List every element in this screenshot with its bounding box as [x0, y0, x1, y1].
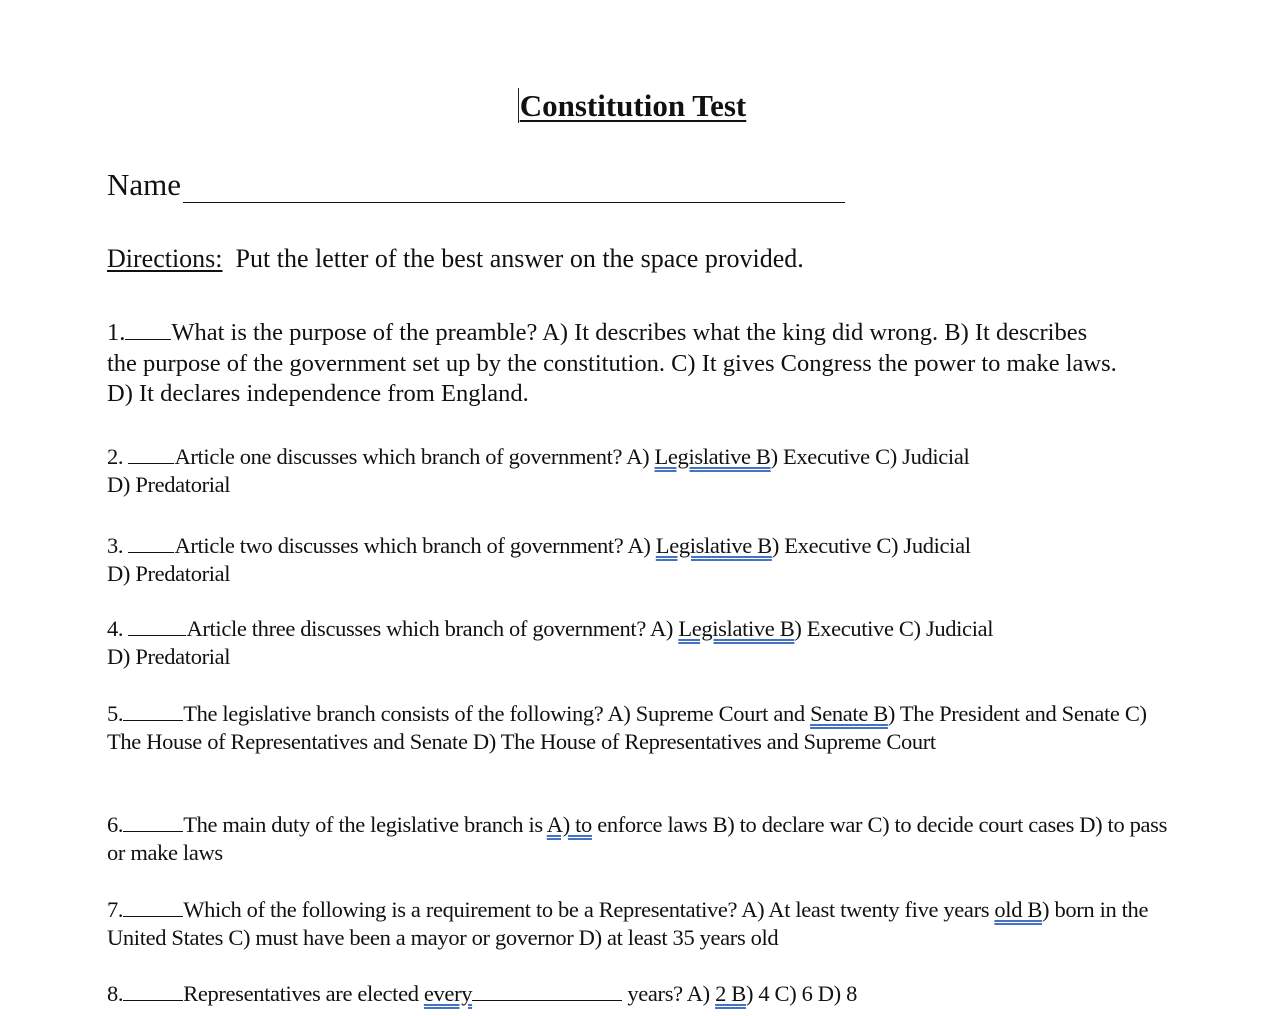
question-text: ) Executive C) Judicial: [770, 444, 970, 469]
title-text: Constitution Test: [519, 88, 747, 123]
name-label: Name: [107, 167, 182, 202]
answer-blank[interactable]: [128, 534, 174, 553]
question-6: [107, 811, 1167, 867]
question-2: [107, 443, 1167, 499]
name-blank-line[interactable]: [183, 166, 845, 203]
question-text: Article three discusses which branch of government? A): [186, 616, 679, 641]
page-title: [0, 88, 1264, 124]
answer-blank[interactable]: [123, 982, 183, 1001]
grammar-underline: Legislative B: [654, 444, 771, 469]
question-4: [107, 615, 1167, 671]
question-1: [107, 318, 1117, 410]
question-text: The legislative branch consists of the following? A) Supreme Court and: [183, 701, 811, 726]
question-8: [107, 980, 1167, 1008]
answer-blank-inline[interactable]: [472, 982, 622, 1001]
question-number: 3.: [107, 533, 124, 558]
directions-text: Put the letter of the best answer on the space provided.: [235, 244, 804, 273]
question-text: ) Executive C) Judicial: [794, 616, 994, 641]
question-number: 1.: [107, 319, 126, 346]
question-5: [107, 700, 1167, 756]
question-text: Representatives are elected: [183, 981, 424, 1006]
question-text: D) Predatorial: [107, 561, 231, 586]
answer-blank[interactable]: [123, 702, 183, 721]
question-number: 5.: [107, 701, 124, 726]
grammar-underline: 2 B: [715, 981, 746, 1006]
question-text: D) Predatorial: [107, 472, 231, 497]
question-text: Article two discusses which branch of government? A): [174, 533, 656, 558]
grammar-underline: every: [423, 981, 473, 1006]
question-number: 8.: [107, 981, 124, 1006]
question-text: years? A): [622, 981, 716, 1006]
question-number: 4.: [107, 616, 124, 641]
grammar-underline: Senate B: [810, 701, 888, 726]
grammar-underline: Legislative B: [678, 616, 795, 641]
question-text: ) 4 C) 6 D) 8: [745, 981, 857, 1006]
question-text: ) The President and Senate C) The House of Representatives and Senate D) The House of Representatives and Supreme Court: [107, 701, 1147, 754]
answer-blank[interactable]: [128, 445, 174, 464]
question-text: Which of the following is a requirement to be a Representative? A) At least twenty five years: [183, 897, 995, 922]
question-text: Article one discusses which branch of government? A): [174, 444, 655, 469]
name-row: [107, 166, 845, 203]
grammar-underline: A) to: [546, 812, 592, 837]
question-number: 2.: [107, 444, 124, 469]
answer-blank[interactable]: [123, 813, 183, 832]
question-number: 6.: [107, 812, 124, 837]
grammar-underline: Legislative B: [655, 533, 772, 558]
answer-blank[interactable]: [128, 617, 186, 636]
question-text: D) Predatorial: [107, 644, 231, 669]
question-text: The main duty of the legislative branch is: [183, 812, 547, 837]
question-3: [107, 532, 1167, 588]
question-text: What is the purpose of the preamble? A) It describes what the king did wrong. B) It describes the purpose of the government set up by the constitution. C) It gives Congress the power to make laws. D) It declares independence from England.: [107, 319, 1117, 407]
question-number: 7.: [107, 897, 124, 922]
answer-blank[interactable]: [125, 321, 171, 340]
grammar-underline: old B: [994, 897, 1043, 922]
answer-blank[interactable]: [123, 898, 183, 917]
directions: [107, 244, 804, 274]
directions-label: Directions:: [107, 244, 223, 273]
question-text: ) born in the United States C) must have been a mayor or governor D) at least 35 years old: [107, 897, 1149, 950]
question-text: enforce laws B) to declare war C) to decide court cases D) to pass or make laws: [107, 812, 1167, 865]
question-text: ) Executive C) Judicial: [771, 533, 971, 558]
question-7: [107, 896, 1167, 952]
